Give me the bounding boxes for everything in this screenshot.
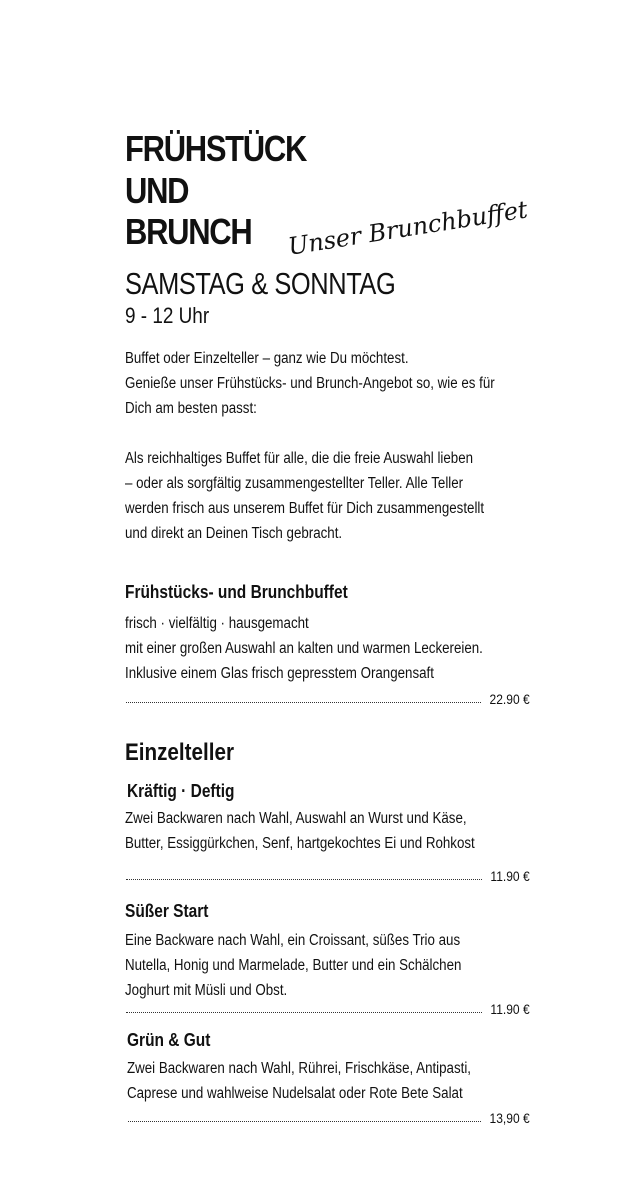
intro-paragraph-2 [125,446,529,546]
item-name-kraeftig-deftig: Kräftig · Deftig [127,781,235,801]
intro-line: Dich am besten passt: [125,400,257,417]
buffet-title: Frühstücks- und Brunchbuffet [125,582,348,602]
item-name-gruen-gut: Grün & Gut [127,1030,211,1050]
item-line: Joghurt mit Müsli und Obst. [125,982,288,999]
item-line: Nutella, Honig und Marmelade, Butter und ein Schälchen [125,957,462,974]
item-name-suesser-start: Süßer Start [125,901,209,921]
einzelteller-title: Einzelteller [125,739,234,766]
item-line: Eine Backware nach Wahl, ein Croissant, süßes Trio aus [125,932,461,949]
dot-leader [126,878,482,880]
item-price-line [126,998,530,1018]
buffet-line: frisch · vielfältig · hausgemacht [125,615,309,632]
item-price-line [128,1107,530,1127]
item-description [125,806,529,856]
item-line: Zwei Backwaren nach Wahl, Rührei, Frischkäse, Antipasti, [127,1060,472,1077]
dot-leader [128,1120,481,1122]
script-subtitle-art [283,195,530,261]
item-price: 11.90 € [490,1001,530,1017]
item-price: 13,90 € [489,1110,530,1126]
title-line-1: FRÜHSTÜCK [125,128,307,169]
opening-hours: 9 - 12 Uhr [125,303,210,328]
intro-line: werden frisch aus unserem Buffet für Dich zusammengestellt [125,500,485,517]
dot-leader [126,1011,482,1013]
buffet-line: Inklusive einem Glas frisch gepresstem Orangensaft [125,665,434,682]
intro-line: und direkt an Deinen Tisch gebracht. [125,525,343,542]
buffet-line: mit einer großen Auswahl an kalten und warmen Leckereien. [125,640,483,657]
item-description [125,928,529,1003]
title-line-3: BRUNCH [125,211,252,252]
buffet-description [125,611,529,686]
item-line: Caprese und wahlweise Nudelsalat oder Rote Bete Salat [127,1085,463,1102]
buffet-price-line [126,688,530,708]
item-line: Butter, Essiggürkchen, Senf, hartgekochtes Ei und Rohkost [125,835,475,852]
intro-line: – oder als sorgfältig zusammengestellter Teller. Alle Teller [125,475,464,492]
intro-line: Als reichhaltiges Buffet für alle, die die freie Auswahl lieben [125,450,474,467]
script-subtitle-text: Unser Brunchbuffet [286,195,530,261]
item-description [127,1056,531,1106]
item-price: 11.90 € [490,868,530,884]
item-price-line [126,865,530,885]
intro-paragraph-1 [125,346,529,421]
title-line-2: UND [125,170,189,211]
dot-leader [126,701,481,703]
item-line: Zwei Backwaren nach Wahl, Auswahl an Wurst und Käse, [125,810,467,827]
opening-days: SAMSTAG & SONNTAG [125,266,396,301]
script-subtitle [283,195,530,261]
buffet-price: 22.90 € [489,691,530,707]
intro-line: Genieße unser Frühstücks- und Brunch-Angebot so, wie es für [125,375,495,392]
intro-line: Buffet oder Einzelteller – ganz wie Du möchtest. [125,350,409,367]
